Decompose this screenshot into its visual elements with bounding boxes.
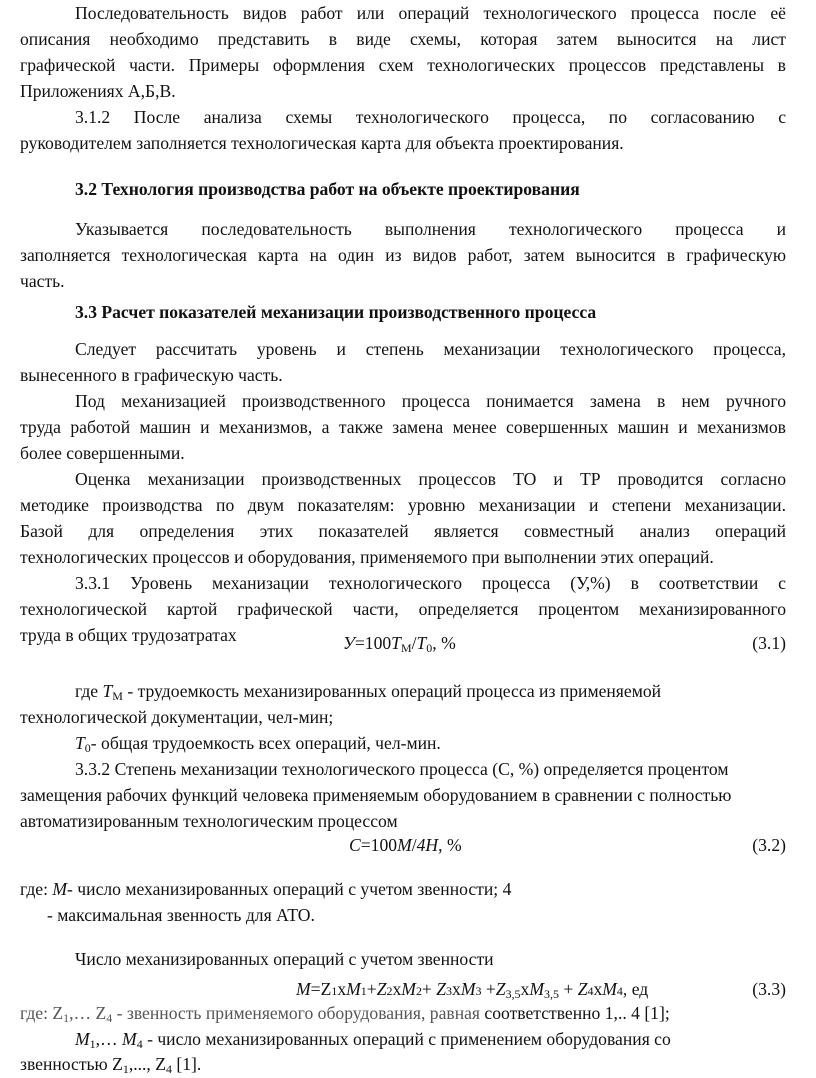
text-line: Приложениях А,Б,В. — [20, 81, 176, 101]
formula-number: (3.1) — [752, 633, 786, 653]
formula-3-2: C=100M/4H, % — [349, 835, 462, 855]
text-line: Следует рассчитать уровень и степень механизации технологического процесса, — [75, 339, 786, 359]
text-line: труда работой машин и механизмов, а также замена менее совершенных машин и механизмов — [20, 417, 786, 437]
text-line: труда в общих трудозатратах — [20, 625, 237, 645]
text-line: Последовательность видов работ или операций технологического процесса после её — [75, 3, 786, 23]
formula-3-3: $M=Z1хM1+Z2хM2+ Z3хM3 +Z_{3,5}хM_{3,5} + Z4хM4$, ед — [296, 979, 649, 1001]
text-line: Под механизацией производственного процесса понимается замена в нем ручного — [75, 391, 786, 411]
text-line: описания необходимо представить в виде схемы, которая затем выносится на лист — [20, 29, 786, 49]
text-line: 3.3.1 Уровень механизации технологического процесса (У,%) в соответствии с — [75, 573, 786, 593]
text-line: Оценка механизации производственных процессов ТО и ТР проводится согласно — [75, 469, 786, 489]
formula-legend-line: где $T_М$ - трудоемкость механизированных операций процесса из применяемой — [75, 681, 662, 703]
formula-legend-line: $M_1,\dots$ $M_4$ - число механизированных операций с применением оборудования со — [75, 1029, 671, 1051]
formula-legend-line: где: $Z_1,\dots$ $Z_4$ - звенность применяемого оборудования, равная соответственно 1,.. 4 [1]; — [20, 1003, 670, 1025]
text-line: заполняется технологическая карта на один из видов работ, затем выносится в графическую — [20, 245, 786, 265]
section-heading-3-2: 3.2 Технология производства работ на объекте проектирования — [75, 179, 580, 199]
formula-legend-line: $T_0-$ общая трудоемкость всех операций, чел-мин. — [75, 733, 441, 755]
text-line: вынесенного в графическую часть. — [20, 365, 283, 385]
text-line: графической части. Примеры оформления схем технологических процессов представлены в — [20, 55, 786, 75]
text-line: руководителем заполняется технологическая карта для объекта проектирования. — [20, 133, 624, 153]
text-line: методике производства по двум показателям: уровню механизации и степени механизации. — [20, 495, 786, 515]
text-line: замещения рабочих функций человека применяемым оборудованием в сравнении с полностью — [20, 785, 732, 805]
text-line: 3.3.2 Степень механизации технологического процесса (С, %) определяется процентом — [75, 759, 729, 779]
text-line: технологической картой графической части, определяется процентом механизированного — [20, 599, 786, 619]
text-line: более совершенными. — [20, 443, 185, 463]
text-line: 3.1.2 После анализа схемы технологического процесса, по согласованию с — [75, 107, 786, 127]
section-heading-3-3: 3.3 Расчет показателей механизации производственного процесса — [75, 302, 597, 322]
formula-number: (3.3) — [752, 979, 786, 999]
formula-legend-line: где: M- число механизированных операций с учетом звенности; 4 — [20, 879, 512, 899]
formula-3-1: $У=100T_М/T_0$, % — [343, 633, 456, 655]
text-line: технологических процессов и оборудования, применяемого при выполнении этих операций. — [20, 547, 714, 567]
formula-number: (3.2) — [752, 835, 786, 855]
text-line: технологической документации, чел-мин; — [20, 707, 334, 727]
formula-legend-line: звенностью $Z_1$,..., $Z_4$ [1]. — [20, 1054, 202, 1076]
text-line: - максимальная звенность для АТО. — [47, 905, 315, 925]
text-line: Число механизированных операций с учетом звенности — [75, 949, 494, 969]
text-line: Указывается последовательность выполнения технологического процесса и — [75, 219, 786, 239]
text-line: Базой для определения этих показателей является совместный анализ операций — [20, 521, 786, 541]
text-line: автоматизированным технологическим процессом — [20, 811, 398, 831]
text-line: часть. — [20, 271, 65, 291]
